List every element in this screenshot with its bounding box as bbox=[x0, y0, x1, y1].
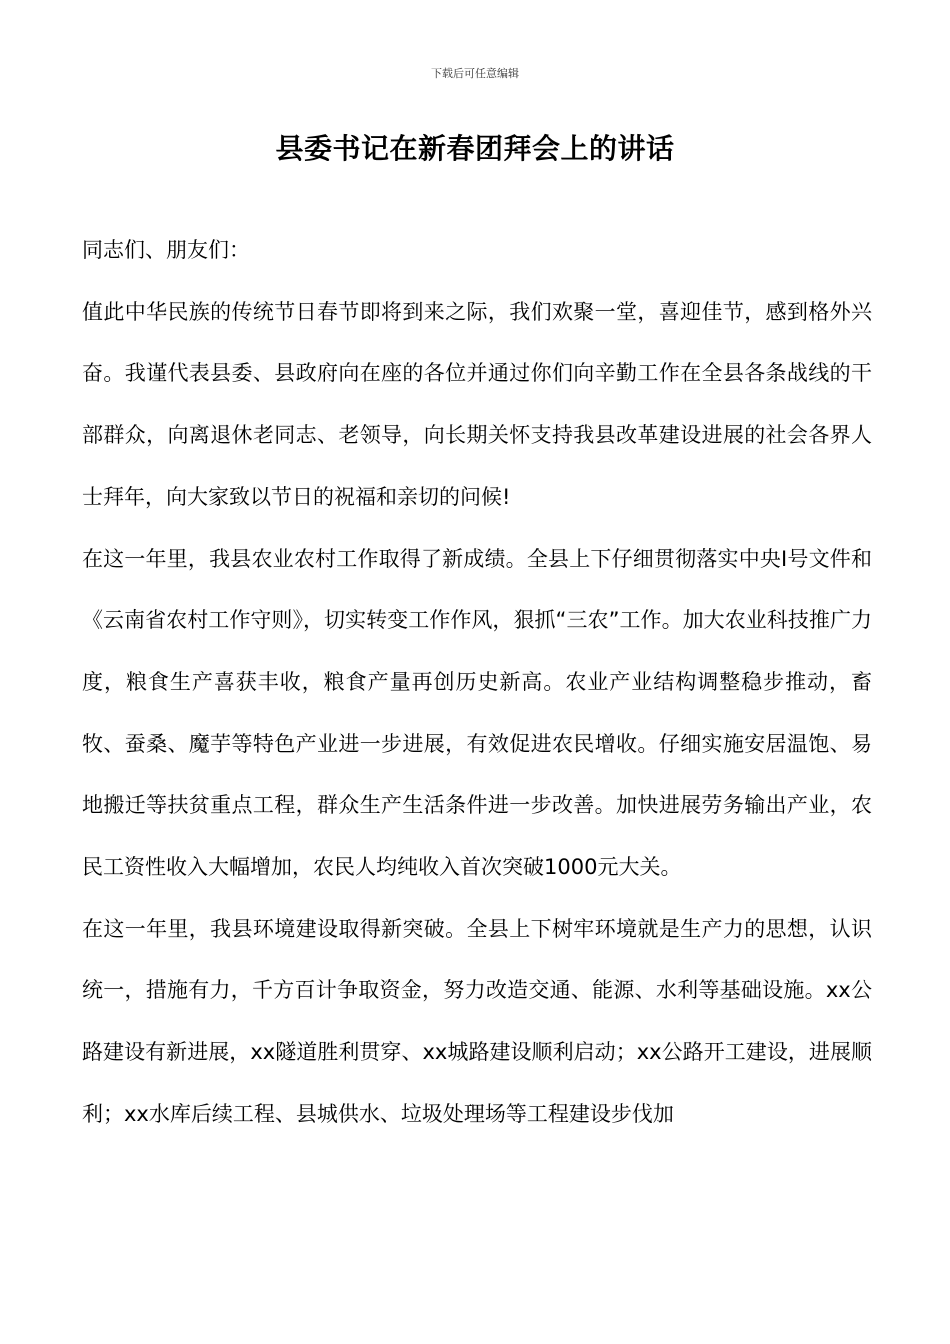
paragraph-greeting: 值此中华民族的传统节日春节即将到来之际，我们欢聚一堂，喜迎佳节，感到格外兴奋。我谨代表县委、县政府向在座的各位并通过你们向辛勤工作在全县各条战线的干部群众，向离退休老同志、老领导，向长期关怀支持我县改革建设进展的社会各界人士拜年，向大家致以节日的祝福和亲切的问候! bbox=[82, 299, 872, 509]
paragraph-agriculture: 在这一年里，我县农业农村工作取得了新成绩。全县上下仔细贯彻落实中央Ⅰ号文件和《云南省农村工作守则》，切实转变工作作风，狠抓“三农”工作。加大农业科技推广力度，粮食生产喜获丰收，粮食产量再创历史新高。农业产业结构调整稳步推动，畜牧、蚕桑、魔芋等特色产业进一步进展，有效促进农民增收。仔细实施安居温饱、易地搬迁等扶贫重点工程，群众生产生活条件进一步改善。加快进展劳务输出产业，农民工资性收入大幅增加，农民人均纯收入首次突破1000元大关。 bbox=[82, 546, 872, 880]
header-note: 下载后可任意编辑 bbox=[431, 67, 519, 80]
document-title: 县委书记在新春团拜会上的讲话 bbox=[275, 132, 675, 165]
document-body bbox=[82, 220, 872, 1146]
salutation: 同志们、朋友们： bbox=[82, 238, 250, 262]
paragraph-environment: 在这一年里，我县环境建设取得新突破。全县上下树牢环境就是生产力的思想，认识统一，措施有力，千方百计争取资金，努力改造交通、能源、水利等基础设施。xx公路建设有新进展，xx隧道胜利贯穿、xx城路建设顺利启动；xx公路开工建设，进展顺利；xx水库后续工程、县城供水、垃圾处理场等工程建设步伐加 bbox=[82, 916, 872, 1126]
